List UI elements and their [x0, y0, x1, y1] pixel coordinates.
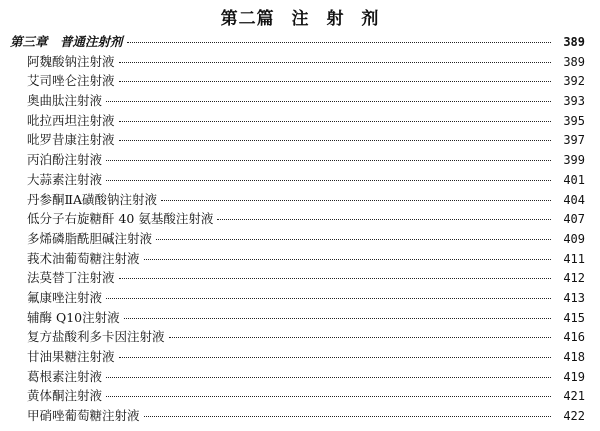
page-number: 395: [563, 113, 585, 128]
entry-label: 奥曲肽注射液: [27, 93, 103, 109]
entry-label: 甲硝唑葡萄糖注射液: [27, 408, 140, 424]
chapter-label: 第三章 普通注射剂: [10, 34, 123, 49]
page-number: 399: [563, 153, 585, 168]
entry-label: 莪术油葡萄糖注射液: [27, 250, 140, 266]
dot-leader: [119, 121, 551, 122]
dot-leader: [156, 239, 551, 240]
entry-label: 阿魏酸钠注射液: [27, 53, 115, 69]
dot-leader: [106, 377, 551, 378]
entry-label: 吡罗昔康注射液: [27, 132, 115, 148]
toc-entry[interactable]: [10, 229, 585, 249]
page-number: 392: [563, 74, 585, 89]
dot-leader: [106, 180, 551, 181]
page-number: 412: [563, 271, 585, 286]
toc-entry[interactable]: [10, 268, 585, 288]
entry-label: 甘油果糖注射液: [27, 349, 115, 364]
entry-label: 低分子右旋糖酐 40 氨基酸注射液: [27, 211, 214, 227]
toc-entry[interactable]: [10, 91, 585, 111]
dot-leader: [124, 318, 551, 319]
page-number: 397: [563, 133, 585, 148]
toc-entry[interactable]: [10, 150, 585, 170]
entry-label: 艾司唑仑注射液: [27, 73, 115, 89]
entry-label: 丙泊酚注射液: [27, 152, 103, 168]
page-number: 404: [563, 192, 585, 207]
entry-label: 吡拉西坦注射液: [27, 112, 115, 128]
toc-entry[interactable]: [10, 71, 585, 91]
dot-leader: [119, 62, 551, 63]
toc-entry[interactable]: [10, 406, 585, 426]
page-number: 413: [563, 290, 585, 305]
toc-entry[interactable]: [10, 190, 585, 210]
dot-leader: [127, 42, 551, 43]
toc-entry[interactable]: [10, 347, 585, 367]
page-number: 389: [563, 54, 585, 69]
entry-label: 复方盐酸利多卡因注射液: [27, 329, 165, 345]
page-number: 415: [563, 310, 585, 325]
dot-leader: [106, 160, 551, 161]
toc-entry[interactable]: [10, 52, 585, 72]
toc-entry[interactable]: [10, 367, 585, 387]
entry-label: 葛根素注射液: [27, 368, 103, 384]
page-number: 407: [563, 212, 585, 227]
toc-entry[interactable]: [10, 308, 585, 328]
entry-label: 法莫替丁注射液: [27, 270, 115, 286]
page-number: 401: [563, 172, 585, 187]
toc-entry[interactable]: [10, 111, 585, 131]
page-number: 409: [563, 231, 585, 246]
toc-entry[interactable]: [10, 288, 585, 308]
toc-entry[interactable]: [10, 249, 585, 269]
dot-leader: [119, 140, 551, 141]
entry-label: 氟康唑注射液: [27, 289, 103, 305]
dot-leader: [169, 337, 551, 338]
part-title: 第二篇 注 射 剂: [220, 9, 380, 29]
page-number: 411: [563, 251, 585, 266]
dot-leader: [144, 259, 551, 260]
entry-label: 黄体酮注射液: [27, 388, 103, 404]
toc-chapter-row[interactable]: [10, 32, 585, 52]
dot-leader: [119, 278, 551, 279]
dot-leader: [119, 81, 551, 82]
toc-entry[interactable]: [10, 209, 585, 229]
page-number: 421: [563, 389, 585, 404]
page-number: 422: [563, 409, 585, 424]
page-number: 393: [563, 94, 585, 109]
dot-leader: [161, 200, 551, 201]
dot-leader: [144, 416, 551, 417]
entry-label: 辅酶 Q10注射液: [27, 309, 120, 325]
dot-leader: [217, 219, 551, 220]
dot-leader: [106, 101, 551, 102]
entry-label: 多烯磷脂酰胆碱注射液: [27, 230, 153, 246]
entry-label: 大蒜素注射液: [27, 171, 103, 187]
page-number: 416: [563, 330, 585, 345]
toc-entry[interactable]: [10, 386, 585, 406]
toc-entry[interactable]: [10, 327, 585, 347]
table-of-contents: [10, 32, 585, 426]
dot-leader: [119, 357, 551, 358]
page-number: 389: [563, 35, 585, 49]
toc-entry[interactable]: [10, 170, 585, 190]
entry-label: 丹参酮ⅡA磺酸钠注射液: [27, 191, 158, 207]
page-number: 418: [563, 350, 585, 364]
dot-leader: [106, 396, 551, 397]
dot-leader: [106, 298, 551, 299]
page-number: 419: [563, 369, 585, 384]
toc-entry[interactable]: [10, 130, 585, 150]
